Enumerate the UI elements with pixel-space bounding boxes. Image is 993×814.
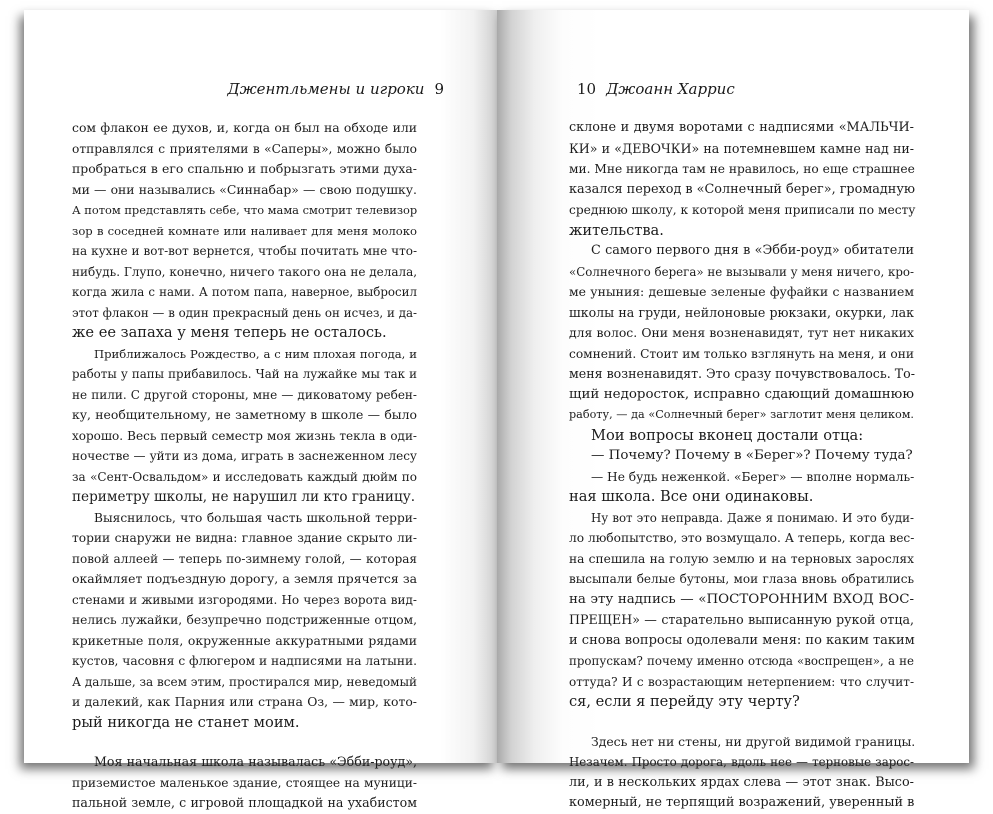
running-title: Джентльмены и игроки — [227, 80, 425, 98]
text-line: — Не будь неженкой. «Берег» — вполне нормаль- — [591, 469, 915, 484]
text-line: А потом представлять себе, что мама смотрит телевизор — [72, 203, 418, 217]
text-line: зор в соседней комнате или наливает для меня молоко — [72, 223, 417, 238]
text-line: на спешила на голую землю и на терновых зарослях — [569, 551, 914, 566]
right-page-header — [577, 80, 735, 98]
page-number: 10 — [577, 80, 597, 98]
text-line: работу, — да «Солнечный берег» заглотит меня целиком. — [569, 408, 914, 421]
text-line: ли, и в нескольких ярдах слева — этот знак. Высо- — [569, 774, 914, 790]
text-line: щий недоросток, исправно сдающий домашнюю — [569, 386, 914, 402]
text-line: склоне и двумя воротами с надписями «МАЛЬЧИ- — [569, 120, 914, 135]
text-line: жительства. — [569, 221, 664, 239]
text-line: Здесь нет ни стены, ни другой видимой границы. — [591, 733, 916, 749]
text-line: кустов, часовня с флюгером и надписями на латыни. — [72, 654, 417, 668]
text-line: работы у папы прибавилось. Чай на лужайке мы так и — [72, 367, 417, 381]
text-line: комерный, не терпящий возражений, уверенный в — [569, 795, 915, 810]
text-line: школы на груди, нейлоновые рюкзаки, окурки, лак — [569, 304, 914, 320]
text-line: ми. Мне никогда там не нравилось, но еще страшнее — [569, 162, 915, 176]
text-line: сом флакон ее духов, и, когда он был на обходе или — [72, 120, 417, 135]
text-line: казался переход в «Солнечный берег», громадную — [569, 181, 915, 197]
text-line: С самого первого дня в «Эбби-роуд» обитатели — [591, 243, 914, 258]
text-line: хорошо. Весь первый семестр моя жизнь текла в оди- — [72, 428, 417, 443]
text-line: ная школа. Все они одинаковы. — [569, 488, 814, 505]
text-line: Ну вот это неправда. Даже я понимаю. И это буди- — [591, 510, 914, 525]
text-line: Моя начальная школа называлась «Эбби-роуд», — [94, 754, 417, 769]
text-line: и далекий, как Парния или страна Оз, — мир, кото- — [72, 694, 417, 709]
page-number: 9 — [434, 80, 444, 98]
text-line: приземистое маленькое здание, стоящее на муници- — [72, 775, 417, 790]
text-line: на эту надпись — «ПОСТОРОННИМ ВХОД ВОС- — [569, 591, 914, 607]
text-line: меня возненавидят. Это сразу почувствовалось. То- — [569, 366, 915, 381]
text-line: Выяснилось, что большая часть школьной терри- — [94, 510, 417, 525]
text-line: за «Сент-Освальдом» и исследовать каждый дюйм по — [72, 469, 417, 484]
text-line: и снова вопросы одолевали меня: по каким таким — [569, 632, 915, 648]
text-line: нибудь. Глупо, конечно, ничего такого она не делала, — [72, 264, 418, 279]
left-page-header — [227, 80, 444, 98]
text-line: крикетные поля, окруженные аккуратными рядами — [72, 632, 417, 648]
text-line: КИ» и «ДЕВОЧКИ» на потемневшем камне над ни- — [569, 140, 914, 156]
text-line: ку, необщительному, не заметному в школе — было — [72, 407, 417, 422]
text-line: высыпали белые бутоны, мои глаза вновь обратились — [569, 572, 914, 586]
text-line: оттуда? И с возрастающим нетерпением: что случит- — [569, 674, 914, 689]
text-line: окаймляет подъездную дорогу, а земля прячется за — [72, 571, 417, 586]
text-line: ся, если я перейду эту черту? — [569, 693, 800, 710]
right-page-body — [569, 118, 914, 814]
text-line: нелись лужайки, безупречно подстриженные отцом, — [72, 613, 417, 627]
text-line: периметру школы, не нарушил ли кто границу. — [72, 489, 416, 505]
section-break — [569, 713, 914, 732]
text-line: рый никогда не станет моим. — [72, 713, 300, 731]
text-line: стенами и живыми изгородями. Но через ворота вид- — [72, 592, 417, 607]
text-line: сомнений. Стоит им только взглянуть на меня, и они — [569, 346, 914, 361]
text-line: — Почему? Почему в «Берег»? Почему туда? — [591, 448, 913, 463]
text-line: на кухне и вот-вот вернется, чтобы почитать мне что- — [72, 244, 417, 258]
section-break — [72, 733, 417, 752]
text-line: А дальше, за всем этим, простирался мир, неведомый — [72, 674, 417, 689]
text-line: для волос. Они меня возненавидят, тут нет никаких — [569, 325, 914, 340]
text-line: пальной земле, с игровой площадкой на ухабистом — [72, 795, 417, 810]
running-title: Джоанн Харрис — [606, 80, 735, 98]
text-line: повой аллеей — теперь по-зимнему голой, — которая — [72, 551, 417, 566]
text-line: пропускам? почему именно отсюда «воспрещен», а не — [569, 654, 914, 668]
text-line: ми — они назывались «Синнабар» — свою подушку. — [72, 181, 417, 197]
left-page-body — [72, 118, 417, 814]
text-line: среднюю школу, к которой меня приписали по месту — [569, 203, 916, 217]
text-line: ло любопытство, это возмущало. А теперь, когда вес- — [569, 531, 915, 545]
text-line: ПРЕЩЕН» — старательно выписанную рукой отца, — [569, 612, 914, 627]
text-line: же ее запаха у меня теперь не осталось. — [72, 324, 387, 341]
text-line: тории снаружи не видна: главное здание скрыто ли- — [72, 531, 417, 545]
text-line: Незачем. Просто дорога, вдоль нее — терновые зарос- — [569, 755, 914, 769]
text-line: когда жила с нами. А потом папа, наверное, выбросил — [72, 285, 417, 299]
text-line: не пили. С другой стороны, мне — диковатому ребен- — [72, 387, 417, 402]
text-line: этот флакон — в один прекрасный день он исчез, и да- — [72, 305, 417, 320]
text-line: Приближалось Рождество, а с ним плохая погода, и — [94, 346, 417, 361]
text-line: пробраться в его спальню и побрызгать этими духа- — [72, 161, 417, 176]
text-line: отправлялся с приятелями в «Саперы», можно было — [72, 141, 417, 156]
text-line: ночестве — уйти из дома, играть в заснеженном лесу — [72, 449, 417, 463]
text-line: «Солнечного берега» не вызывали у меня ничего, кро- — [569, 264, 914, 279]
text-line: Мои вопросы вконец достали отца: — [591, 426, 864, 444]
text-line: ме уныния: дешевые зеленые фуфайки с названием — [569, 284, 914, 299]
right-page — [497, 10, 969, 810]
left-page — [24, 10, 497, 810]
